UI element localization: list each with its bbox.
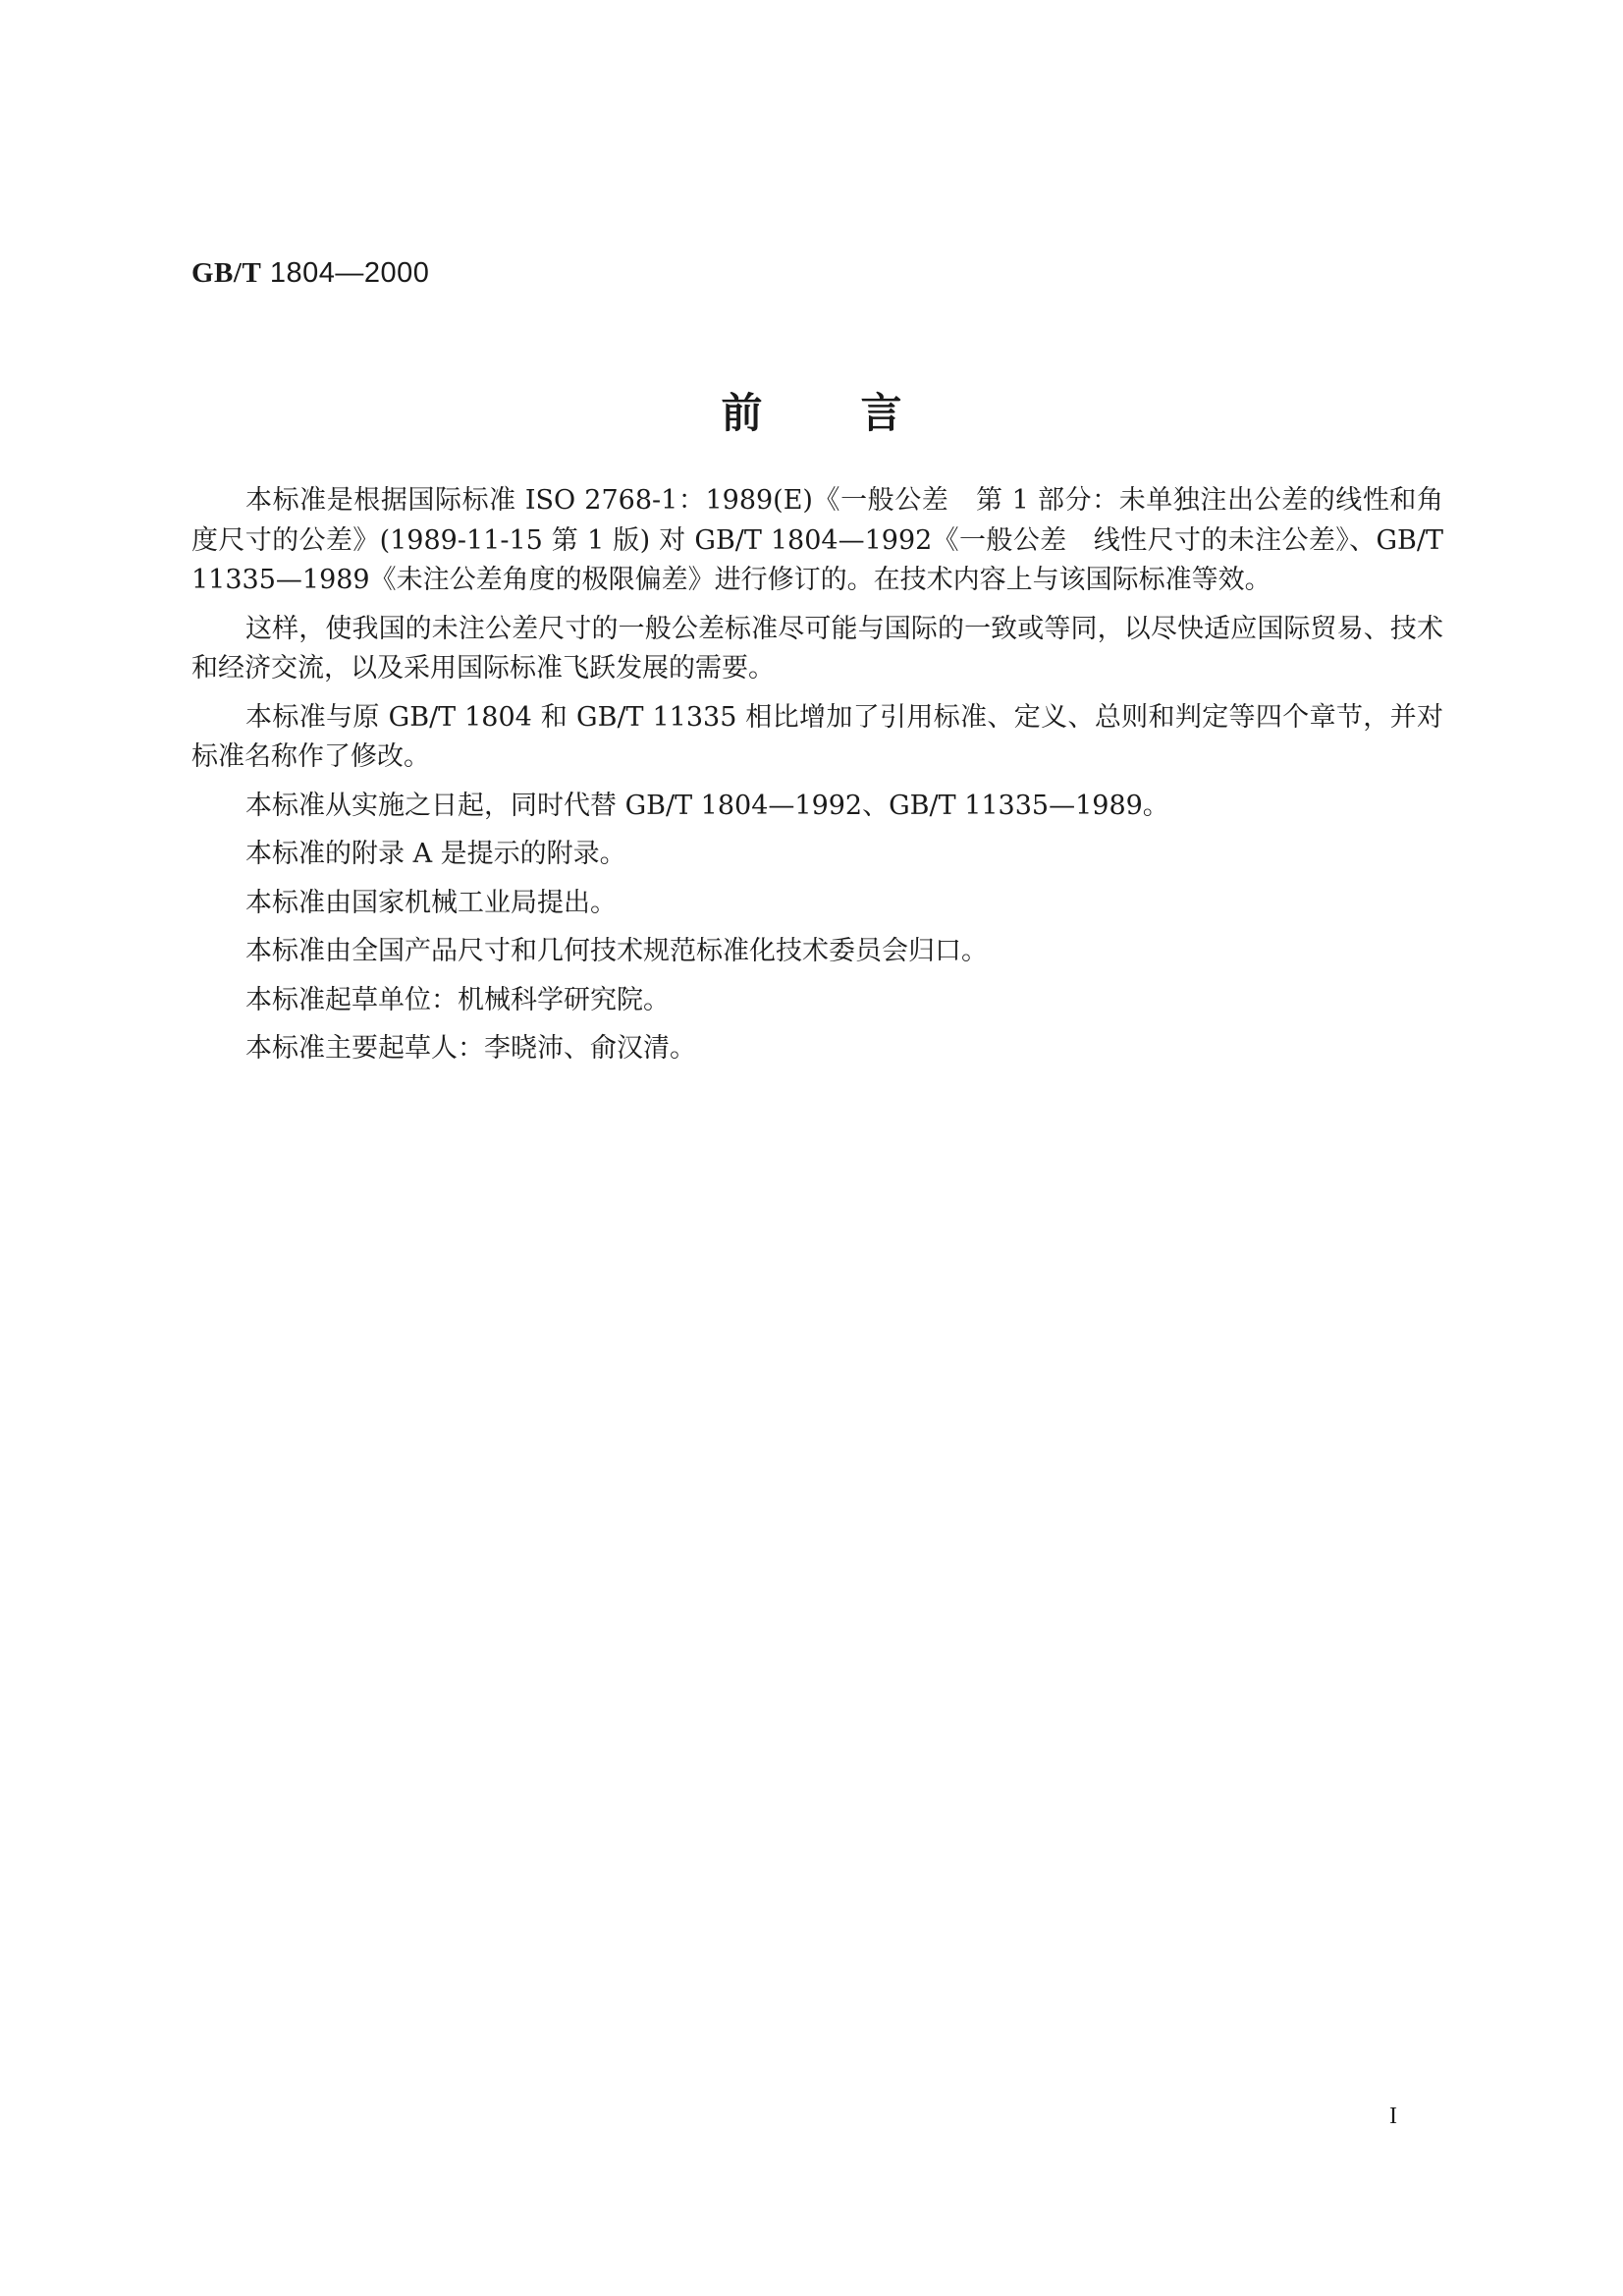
paragraph-3: 本标准与原 GB/T 1804 和 GB/T 11335 相比增加了引用标准、定义、总则和判定等四个章节，并对标准名称作了修改。 [191, 701, 1443, 772]
standard-code-number: 1804—2000 [269, 257, 430, 289]
standard-code [191, 257, 429, 290]
page-title [0, 381, 1623, 440]
paragraph-8: 本标准起草单位：机械科学研究院。 [245, 984, 670, 1015]
paragraph-2: 这样，使我国的未注公差尺寸的一般公差标准尽可能与国际的一致或等同，以尽快适应国际贸易、技术和经济交流，以及采用国际标准飞跃发展的需要。 [191, 613, 1443, 683]
page-number: I [1389, 2104, 1397, 2129]
page-title-char-2: 言 [860, 389, 902, 437]
page-title-char-1: 前 [721, 389, 763, 437]
foreword-body [191, 481, 1443, 1078]
paragraph-7: 本标准由全国产品尺寸和几何技术规范标准化技术委员会归口。 [245, 936, 988, 966]
paragraph-5: 本标准的附录 A 是提示的附录。 [245, 839, 626, 869]
paragraph-1: 本标准是根据国际标准 ISO 2768-1：1989(E)《一般公差 第 1 部分：未单独注出公差的线性和角度尺寸的公差》(1989-11-15 第 1 版) 对 GB/T 1804—1992《一般公差 线性尺寸的未注公差》、GB/T 11335—1989《未注公差角度的极限偏差》进行修订的。在技术内容上与该国际标准等效。 [191, 485, 1443, 595]
paragraph-4: 本标准从实施之日起，同时代替 GB/T 1804—1992、GB/T 11335—1989。 [245, 790, 1169, 821]
paragraph-9: 本标准主要起草人：李晓沛、俞汉清。 [245, 1033, 696, 1064]
paragraph-6: 本标准由国家机械工业局提出。 [245, 887, 617, 918]
standard-code-prefix: GB/T [191, 257, 262, 289]
